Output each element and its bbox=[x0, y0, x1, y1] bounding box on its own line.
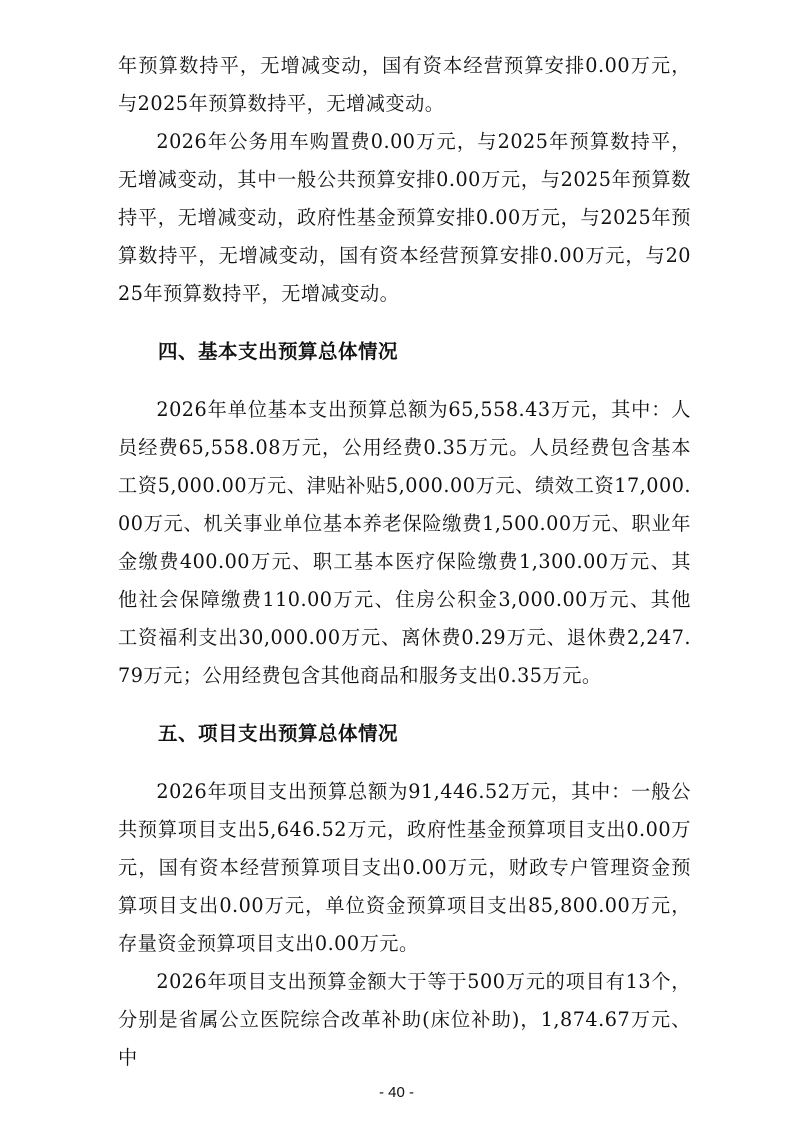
paragraph-vehicle-purchase: 2026年公务用车购置费0.00万元，与2025年预算数持平，无增减变动，其中一般公共预算安排0.00万元，与2025年预算数持平，无增减变动，政府性基金预算安排0.00万元，与2025年预算数持平，无增减变动，国有资本经营预算安排0.00万元，与2025年预算数持平，无增减变动。 bbox=[118, 130, 691, 305]
paragraph-project-expenditure-total: 2026年项目支出预算总额为91,446.52万元，其中：一般公共预算项目支出5,646.52万元，政府性基金预算项目支出0.00万元，国有资本经营预算项目支出0.00万元，财政专户管理资金预算项目支出0.00万元，单位资金预算项目支出85,800.00万元，存量资金预算项目支出0.00万元。 bbox=[118, 780, 691, 955]
page-number: - 40 - bbox=[378, 1084, 414, 1101]
paragraph-basic-expenditure: 2026年单位基本支出预算总额为65,558.43万元，其中：人员经费65,558.08万元，公用经费0.35万元。人员经费包含基本工资5,000.00万元、津贴补贴5,000.00万元、绩效工资17,000.00万元、机关事业单位基本养老保险缴费1,500.00万元、职业年金缴费400.00万元、职工基本医疗保险缴费1,300.00万元、其他社会保障缴费110.00万元、住房公积金3,000.00万元、其他工资福利支出30,000.00万元、离休费0.29万元、退休费2,247.79万元；公用经费包含其他商品和服务支出0.35万元。 bbox=[118, 398, 691, 687]
paragraph-project-list: 2026年项目支出预算金额大于等于500万元的项目有13个，分别是省属公立医院综合改革补助(床位补助)，1,874.67万元、中 bbox=[118, 970, 691, 1069]
section-heading-basic-expenditure: 四、基本支出预算总体情况 bbox=[158, 340, 399, 363]
section-heading-project-expenditure: 五、项目支出预算总体情况 bbox=[158, 722, 399, 745]
paragraph-continuation: 年预算数持平，无增减变动，国有资本经营预算安排0.00万元，与2025年预算数持平，无增减变动。 bbox=[118, 54, 691, 115]
